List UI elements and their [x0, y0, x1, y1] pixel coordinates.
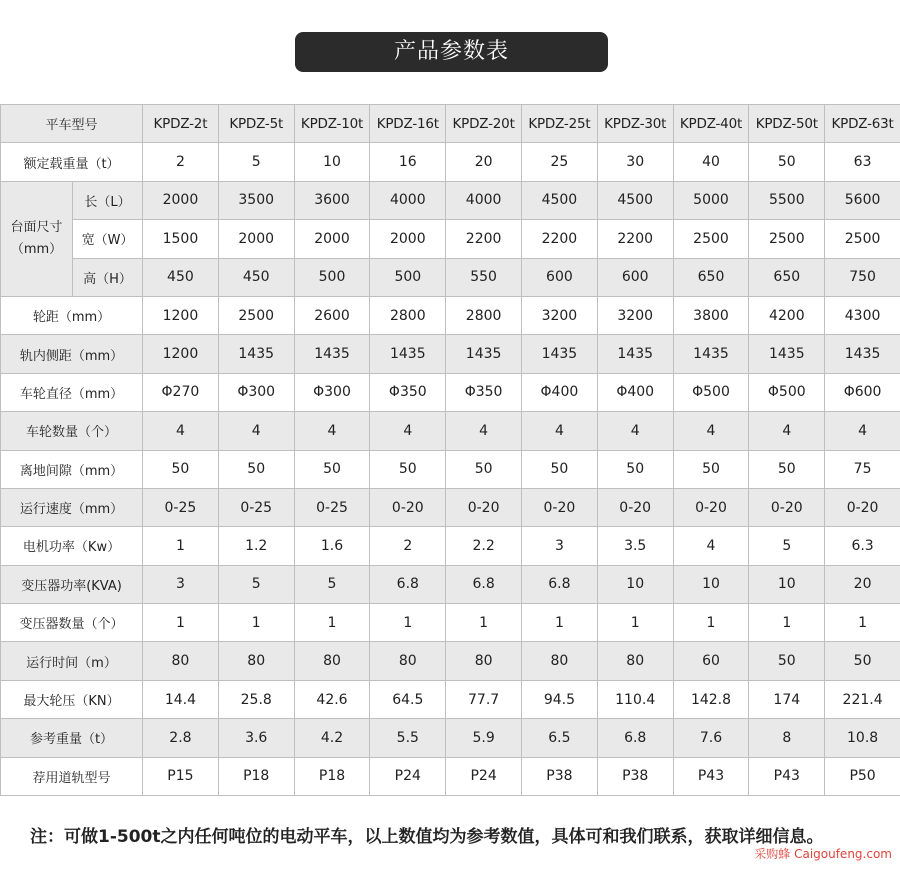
table-cell: 0-20: [597, 488, 673, 526]
table-cell: 600: [597, 258, 673, 296]
table-row: [1, 335, 900, 373]
table-cell: 2500: [673, 220, 749, 258]
table-cell: 1: [522, 604, 598, 642]
table-cell: 50: [522, 450, 598, 488]
table-cell: 1435: [370, 335, 446, 373]
table-cell: 0-20: [825, 488, 900, 526]
group-label: [1, 181, 73, 296]
table-cell: 50: [749, 642, 825, 680]
table-row: [1, 373, 900, 411]
table-cell: 80: [294, 642, 370, 680]
table-cell: 1200: [143, 335, 219, 373]
table-cell: 5: [749, 527, 825, 565]
table-cell: 2500: [825, 220, 900, 258]
table-cell: 0-20: [446, 488, 522, 526]
table-row: [1, 680, 900, 718]
table-cell: 1: [143, 527, 219, 565]
table-cell: Φ500: [673, 373, 749, 411]
table-row: [1, 181, 900, 219]
table-cell: 20: [446, 143, 522, 181]
table-cell: 2200: [522, 220, 598, 258]
table-row: [1, 527, 900, 565]
table-cell: 1: [825, 604, 900, 642]
row-label: 运行时间（m）: [1, 642, 143, 680]
table-cell: 3: [522, 527, 598, 565]
page-title: 产品参数表: [295, 32, 608, 72]
table-cell: P50: [825, 757, 900, 795]
row-label: 车轮直径（mm）: [1, 373, 143, 411]
row-label: 车轮数量（个）: [1, 412, 143, 450]
table-cell: 0-20: [370, 488, 446, 526]
table-cell: 4: [673, 412, 749, 450]
table-cell: 4000: [446, 181, 522, 219]
table-cell: 50: [749, 450, 825, 488]
table-cell: 1: [294, 604, 370, 642]
table-cell: 5.9: [446, 719, 522, 757]
sub-label: 高（H）: [73, 258, 143, 296]
table-cell: 3200: [597, 296, 673, 334]
table-cell: 2200: [446, 220, 522, 258]
table-cell: 3600: [294, 181, 370, 219]
table-cell: Φ270: [143, 373, 219, 411]
table-cell: 2500: [749, 220, 825, 258]
table-cell: 63: [825, 143, 900, 181]
table-cell: 50: [143, 450, 219, 488]
table-cell: 6.8: [370, 565, 446, 603]
table-cell: 5000: [673, 181, 749, 219]
table-cell: 500: [370, 258, 446, 296]
row-label: 电机功率（Kw）: [1, 527, 143, 565]
table-row: [1, 220, 900, 258]
table-row: [1, 488, 900, 526]
model-header: KPDZ-5t: [218, 105, 294, 143]
table-cell: Φ300: [218, 373, 294, 411]
table-cell: 1500: [143, 220, 219, 258]
table-cell: 6.5: [522, 719, 598, 757]
table-cell: 8: [749, 719, 825, 757]
table-cell: P38: [597, 757, 673, 795]
table-cell: P38: [522, 757, 598, 795]
table-cell: 50: [597, 450, 673, 488]
group-label-line: （mm）: [10, 241, 63, 257]
model-header: KPDZ-40t: [673, 105, 749, 143]
table-cell: 1435: [673, 335, 749, 373]
row-label: 变压器功率(KVA): [1, 565, 143, 603]
table-cell: 6.8: [597, 719, 673, 757]
table-cell: P24: [446, 757, 522, 795]
table-cell: 2000: [370, 220, 446, 258]
row-label: 运行速度（mm）: [1, 488, 143, 526]
table-cell: 4300: [825, 296, 900, 334]
table-row: [1, 143, 900, 181]
table-cell: 1435: [446, 335, 522, 373]
table-cell: 1200: [143, 296, 219, 334]
table-cell: 2: [143, 143, 219, 181]
table-cell: 2.8: [143, 719, 219, 757]
table-cell: 3: [143, 565, 219, 603]
table-cell: 30: [597, 143, 673, 181]
table-cell: 80: [143, 642, 219, 680]
table-cell: 42.6: [294, 680, 370, 718]
sub-label: 宽（W）: [73, 220, 143, 258]
table-cell: 10: [597, 565, 673, 603]
table-cell: 2800: [446, 296, 522, 334]
table-cell: 50: [749, 143, 825, 181]
table-cell: 50: [825, 642, 900, 680]
table-cell: 80: [370, 642, 446, 680]
table-cell: 0-25: [143, 488, 219, 526]
table-cell: 25: [522, 143, 598, 181]
table-cell: 2600: [294, 296, 370, 334]
table-cell: 1435: [218, 335, 294, 373]
table-cell: 2000: [218, 220, 294, 258]
table-cell: 80: [522, 642, 598, 680]
table-cell: 4500: [522, 181, 598, 219]
table-cell: Φ300: [294, 373, 370, 411]
table-cell: 10.8: [825, 719, 900, 757]
table-cell: 5: [218, 565, 294, 603]
table-cell: P18: [294, 757, 370, 795]
table-cell: 0-25: [218, 488, 294, 526]
table-cell: 1: [597, 604, 673, 642]
row-label: 变压器数量（个）: [1, 604, 143, 642]
table-cell: 4: [446, 412, 522, 450]
table-cell: 450: [143, 258, 219, 296]
table-row: [1, 719, 900, 757]
table-cell: 4: [218, 412, 294, 450]
table-cell: 0-20: [749, 488, 825, 526]
table-cell: 1: [749, 604, 825, 642]
table-cell: 5600: [825, 181, 900, 219]
table-row: [1, 258, 900, 296]
model-header: KPDZ-63t: [825, 105, 900, 143]
table-cell: 16: [370, 143, 446, 181]
table-cell: 142.8: [673, 680, 749, 718]
table-cell: 4: [749, 412, 825, 450]
table-cell: P43: [749, 757, 825, 795]
table-cell: 25.8: [218, 680, 294, 718]
model-header: KPDZ-20t: [446, 105, 522, 143]
table-cell: 3.5: [597, 527, 673, 565]
row-label: 平车型号: [1, 105, 143, 143]
table-cell: 7.6: [673, 719, 749, 757]
table-cell: 2.2: [446, 527, 522, 565]
table-cell: 4500: [597, 181, 673, 219]
table-cell: 1: [673, 604, 749, 642]
table-cell: 5.5: [370, 719, 446, 757]
table-cell: Φ400: [522, 373, 598, 411]
row-label: 荐用道轨型号: [1, 757, 143, 795]
table-cell: 1435: [597, 335, 673, 373]
table-cell: 10: [294, 143, 370, 181]
table-row: [1, 642, 900, 680]
table-row: [1, 604, 900, 642]
row-label: 轮距（mm）: [1, 296, 143, 334]
table-cell: Φ600: [825, 373, 900, 411]
model-header: KPDZ-10t: [294, 105, 370, 143]
table-cell: 0-20: [522, 488, 598, 526]
table-cell: 5: [294, 565, 370, 603]
table-cell: P15: [143, 757, 219, 795]
table-cell: 4: [825, 412, 900, 450]
table-cell: 650: [749, 258, 825, 296]
table-cell: 4000: [370, 181, 446, 219]
table-cell: Φ350: [370, 373, 446, 411]
table-cell: 1435: [294, 335, 370, 373]
table-cell: Φ350: [446, 373, 522, 411]
table-cell: 1: [446, 604, 522, 642]
row-label: 离地间隙（mm）: [1, 450, 143, 488]
table-cell: 650: [673, 258, 749, 296]
group-label-line: 台面尺寸: [10, 219, 63, 235]
table-row: [1, 296, 900, 334]
table-cell: 1: [143, 604, 219, 642]
table-cell: 6.3: [825, 527, 900, 565]
table-cell: 2200: [597, 220, 673, 258]
table-cell: 64.5: [370, 680, 446, 718]
table-cell: 3500: [218, 181, 294, 219]
table-cell: 110.4: [597, 680, 673, 718]
table-cell: 4: [597, 412, 673, 450]
model-header: KPDZ-50t: [749, 105, 825, 143]
table-cell: 77.7: [446, 680, 522, 718]
table-cell: 1.2: [218, 527, 294, 565]
table-cell: 4: [294, 412, 370, 450]
footnote: 注：可做1-500t之内任何吨位的电动平车，以上数值均为参考数值，具体可和我们联系，获取详细信息。: [30, 827, 824, 847]
table-cell: P18: [218, 757, 294, 795]
table-cell: 3800: [673, 296, 749, 334]
table-cell: 4200: [749, 296, 825, 334]
table-cell: 450: [218, 258, 294, 296]
table-cell: P24: [370, 757, 446, 795]
table-cell: 1435: [825, 335, 900, 373]
table-cell: 20: [825, 565, 900, 603]
table-cell: 5: [218, 143, 294, 181]
model-header: KPDZ-30t: [597, 105, 673, 143]
table-cell: 0-25: [294, 488, 370, 526]
table-cell: 4.2: [294, 719, 370, 757]
table-cell: 1435: [522, 335, 598, 373]
table-row: [1, 757, 900, 795]
table-cell: 1: [370, 604, 446, 642]
table-cell: 2000: [143, 181, 219, 219]
model-header: KPDZ-25t: [522, 105, 598, 143]
table-cell: 60: [673, 642, 749, 680]
table-cell: 2000: [294, 220, 370, 258]
table-cell: 4: [143, 412, 219, 450]
table-row: [1, 412, 900, 450]
table-cell: 50: [673, 450, 749, 488]
table-cell: 6.8: [446, 565, 522, 603]
table-cell: 3.6: [218, 719, 294, 757]
table-cell: 174: [749, 680, 825, 718]
table-cell: 94.5: [522, 680, 598, 718]
model-header: KPDZ-2t: [143, 105, 219, 143]
table-cell: 2: [370, 527, 446, 565]
table-row: [1, 105, 900, 143]
row-label: 最大轮压（KN）: [1, 680, 143, 718]
table-cell: Φ400: [597, 373, 673, 411]
table-cell: 2800: [370, 296, 446, 334]
row-label: 轨内侧距（mm）: [1, 335, 143, 373]
table-cell: 1.6: [294, 527, 370, 565]
table-row: [1, 450, 900, 488]
table-cell: 3200: [522, 296, 598, 334]
table-cell: 80: [597, 642, 673, 680]
table-cell: 221.4: [825, 680, 900, 718]
model-header: KPDZ-16t: [370, 105, 446, 143]
table-cell: 10: [749, 565, 825, 603]
table-cell: 50: [218, 450, 294, 488]
table-cell: 6.8: [522, 565, 598, 603]
table-cell: 0-20: [673, 488, 749, 526]
table-cell: 50: [446, 450, 522, 488]
table-cell: 14.4: [143, 680, 219, 718]
table-cell: 50: [294, 450, 370, 488]
table-cell: 80: [218, 642, 294, 680]
table-cell: 50: [370, 450, 446, 488]
parameter-table: [0, 104, 900, 796]
table-cell: 1435: [749, 335, 825, 373]
table-cell: 5500: [749, 181, 825, 219]
row-label: 参考重量（t）: [1, 719, 143, 757]
table-cell: 75: [825, 450, 900, 488]
table-cell: 1: [218, 604, 294, 642]
table-cell: 4: [673, 527, 749, 565]
sub-label: 长（L）: [73, 181, 143, 219]
table-cell: 4: [522, 412, 598, 450]
table-row: [1, 565, 900, 603]
table-cell: 4: [370, 412, 446, 450]
table-cell: 80: [446, 642, 522, 680]
table-cell: 500: [294, 258, 370, 296]
watermark: 采购蜂 Caigoufeng.com: [754, 847, 892, 861]
row-label: 额定载重量（t）: [1, 143, 143, 181]
table-cell: 550: [446, 258, 522, 296]
table-cell: 40: [673, 143, 749, 181]
table-cell: P43: [673, 757, 749, 795]
table-cell: 750: [825, 258, 900, 296]
table-cell: Φ500: [749, 373, 825, 411]
table-cell: 2500: [218, 296, 294, 334]
table-cell: 10: [673, 565, 749, 603]
table-cell: 600: [522, 258, 598, 296]
